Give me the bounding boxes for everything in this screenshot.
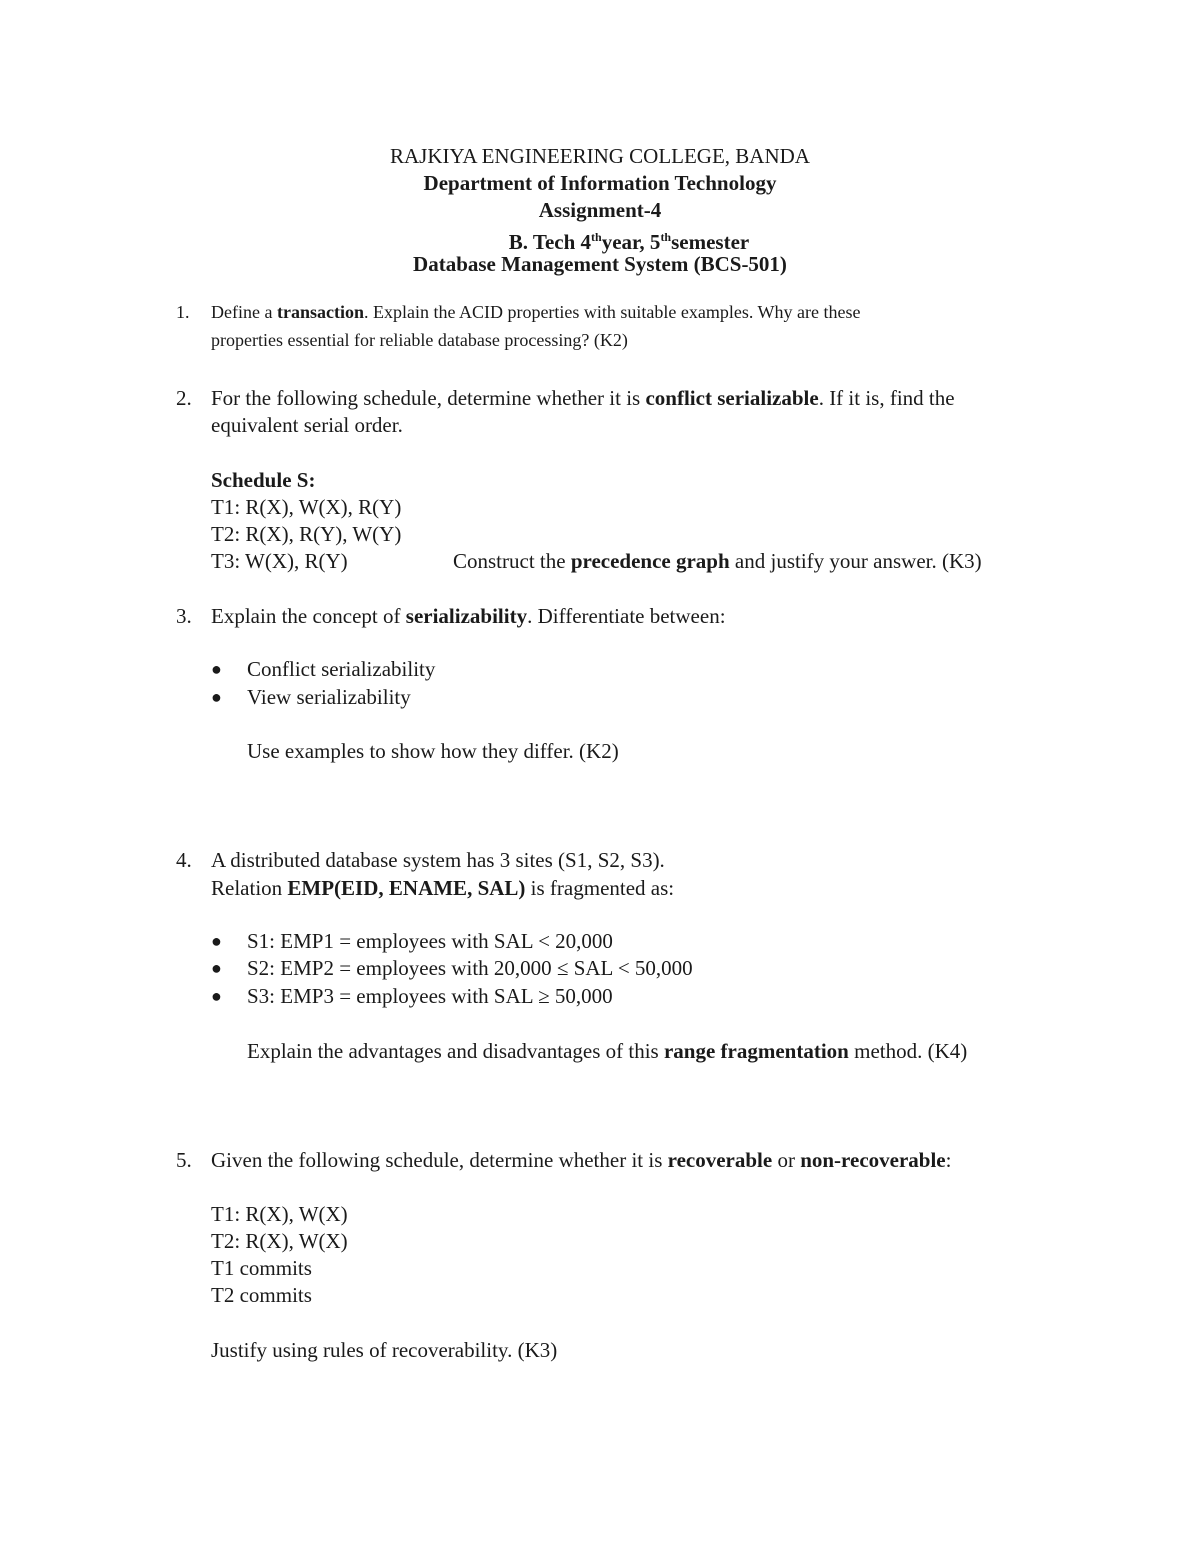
q5-mid: or	[772, 1148, 801, 1172]
q4-bullet-3: S3: EMP3 = employees with SAL ≥ 50,000	[247, 984, 613, 1008]
q2-bold: conflict serializable	[645, 386, 819, 410]
q4-line1: A distributed database system has 3 sites (S1, S2, S3).	[211, 848, 665, 872]
q5-schedule-line-1: T1: R(X), W(X)	[211, 1202, 348, 1226]
q3-bullet-1: Conflict serializability	[247, 657, 436, 681]
department-name: Department of Information Technology	[423, 171, 777, 195]
q3-pre: Explain the concept of	[211, 604, 406, 628]
q2-line2: equivalent serial order.	[211, 413, 403, 437]
q2-t3: T3: W(X), R(Y)	[211, 549, 348, 573]
q5-note: Justify using rules of recoverability. (K3)	[211, 1338, 558, 1362]
q2-post: . If it is, find the	[818, 386, 955, 410]
q3-number: 3.	[176, 604, 192, 628]
q4-rel-bold: EMP(EID, ENAME, SAL)	[287, 876, 526, 900]
q2-task-bold: precedence graph	[570, 549, 730, 573]
q1-bold: transaction	[276, 302, 364, 322]
q3-bullet-dot-1: ●	[211, 659, 222, 679]
q5-number: 5.	[176, 1148, 192, 1172]
q2-task-post: and justify your answer. (K3)	[729, 549, 982, 573]
q4-rel-post: is fragmented as:	[525, 876, 675, 900]
q5-pre: Given the following schedule, determine whether it is	[211, 1148, 668, 1172]
q5-bold-1: recoverable	[667, 1148, 773, 1172]
q4-task-pre: Explain the advantages and disadvantages of this	[247, 1039, 664, 1063]
q1-pre: Define a	[211, 302, 277, 322]
q4-relation	[211, 876, 674, 901]
q3-bullet-dot-2: ●	[211, 687, 222, 707]
q4-task	[247, 1039, 967, 1064]
course-title: Database Management System (BCS-501)	[413, 252, 787, 276]
college-name: RAJKIYA ENGINEERING COLLEGE, BANDA	[390, 144, 810, 168]
q1-post: . Explain the ACID properties with suitable examples. Why are these	[363, 302, 861, 322]
q2-task-pre: Construct the	[453, 549, 571, 573]
q5-bold-2: non-recoverable	[800, 1148, 946, 1172]
q3-bold: serializability	[405, 604, 528, 628]
q3-post: . Differentiate between:	[527, 604, 726, 628]
q4-bullet-dot-2: ●	[211, 958, 222, 978]
q4-number: 4.	[176, 848, 192, 872]
q4-bullet-1: S1: EMP1 = employees with SAL < 20,000	[247, 929, 613, 953]
q3-note: Use examples to show how they differ. (K2)	[247, 739, 619, 763]
q4-bullet-dot-1: ●	[211, 931, 222, 951]
q2-t2: T2: R(X), R(Y), W(Y)	[211, 522, 402, 546]
q4-rel-pre: Relation	[211, 876, 288, 900]
program-semester: semester	[671, 230, 750, 254]
q2-task	[453, 549, 982, 574]
q3-bullet-2: View serializability	[247, 685, 411, 709]
q2-schedule-title-bold: Schedule S:	[211, 468, 316, 492]
q4-task-bold: range fragmentation	[663, 1039, 849, 1063]
program-sup-1: th	[591, 230, 602, 244]
q5-post: :	[945, 1148, 952, 1172]
q1-line2: properties essential for reliable database processing? (K2)	[211, 330, 628, 350]
q5-schedule-line-4: T2 commits	[211, 1283, 312, 1307]
q5-schedule-line-2: T2: R(X), W(X)	[211, 1229, 348, 1253]
q2-pre: For the following schedule, determine whether it is	[211, 386, 646, 410]
q3-line1	[211, 604, 726, 629]
program-sup-2: th	[660, 230, 672, 244]
q4-bullet-2: S2: EMP2 = employees with 20,000 ≤ SAL < 50,000	[247, 956, 693, 980]
q4-bullet-dot-3: ●	[211, 986, 222, 1006]
q2-line1	[211, 386, 955, 411]
q2-schedule-title	[211, 468, 315, 493]
q2-number: 2.	[176, 386, 192, 410]
assignment-title: Assignment-4	[538, 198, 662, 222]
program-year: year, 5	[601, 230, 661, 254]
q1-line1	[211, 302, 861, 323]
q5-schedule-line-3: T1 commits	[211, 1256, 312, 1280]
q5-line1	[211, 1148, 951, 1173]
q4-task-post: method. (K4)	[848, 1039, 968, 1063]
q2-t1: T1: R(X), W(X), R(Y)	[211, 495, 402, 519]
q1-number: 1.	[176, 302, 190, 322]
program-prefix: B. Tech 4	[508, 230, 592, 254]
